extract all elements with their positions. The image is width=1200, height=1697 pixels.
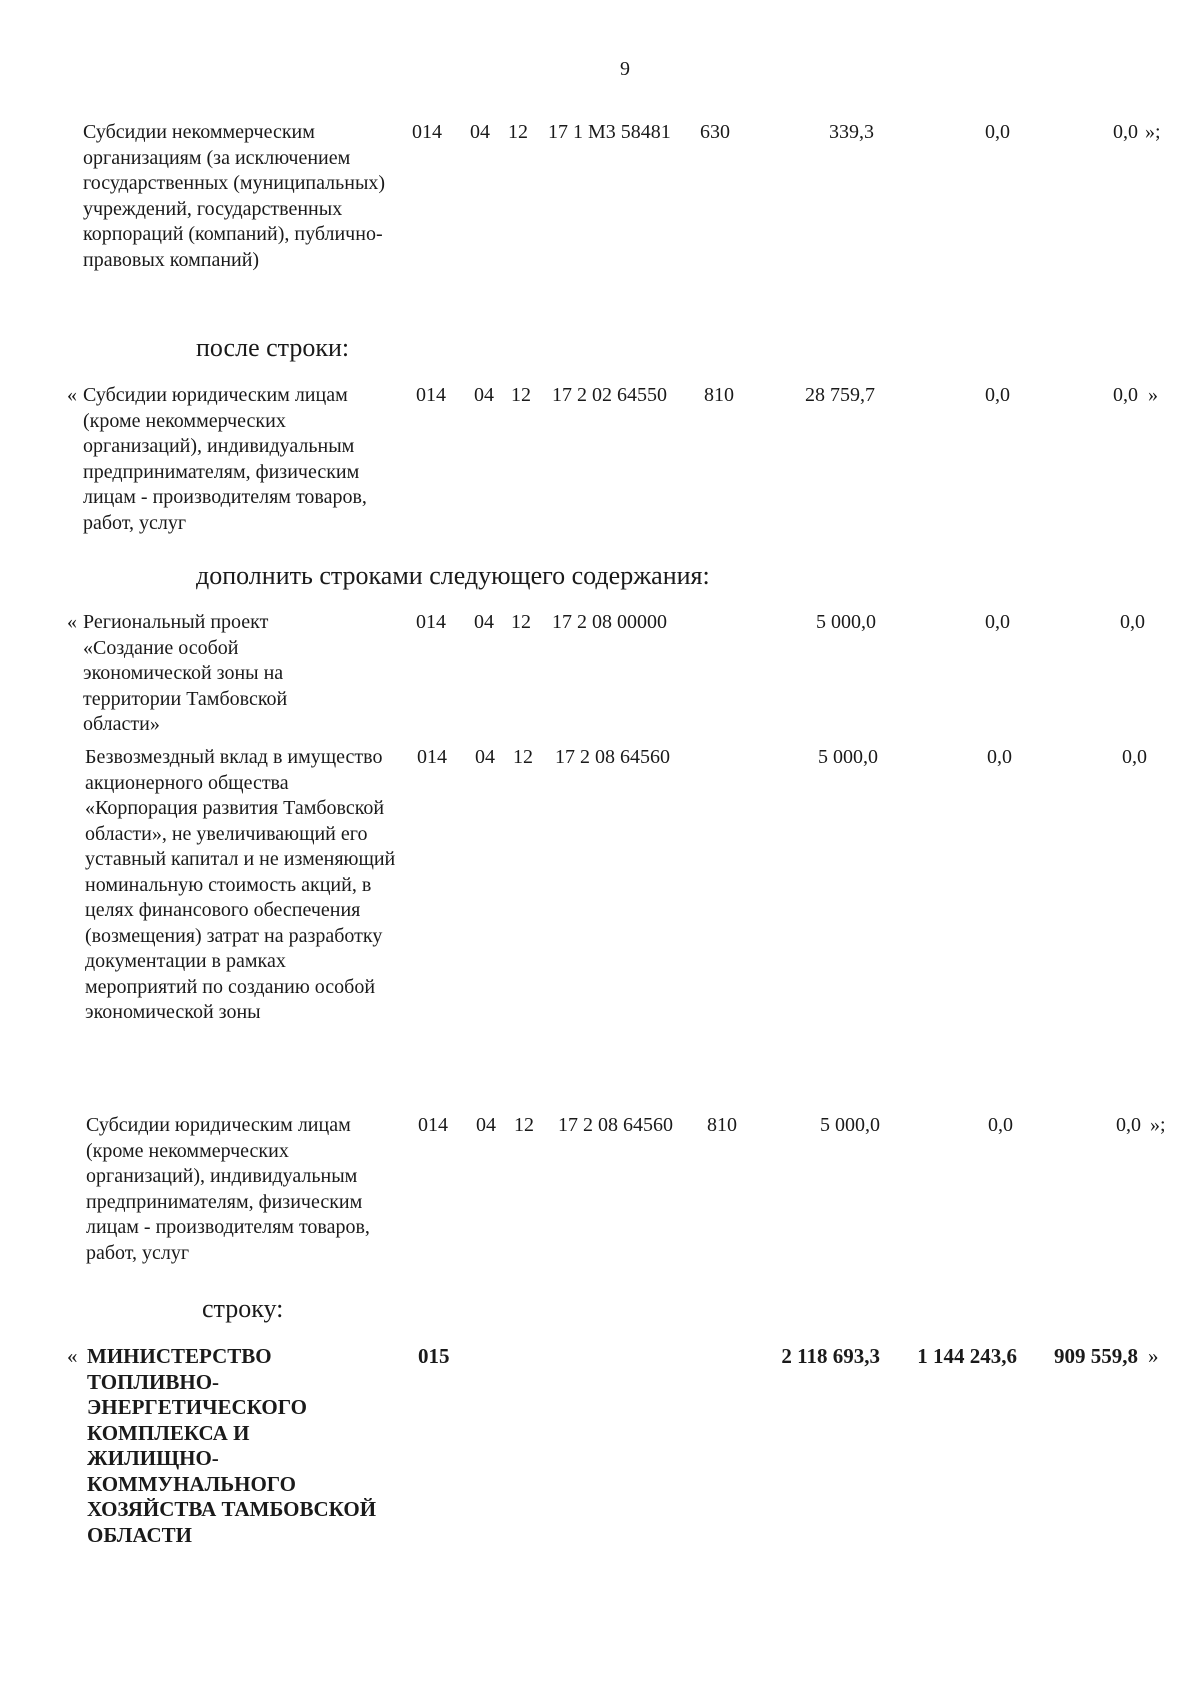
row-value-1: 5 000,0 [818, 746, 878, 768]
row-name: Субсидии юридическим лицам (кроме некоммерческих организаций), индивидуальным предпринимателям, физическим лицам - производителям товаров, работ, услуг [83, 384, 367, 534]
row-code-gr: 014 [416, 611, 446, 633]
row-value-1: 5 000,0 [816, 611, 876, 633]
row-code-rz: 04 [470, 121, 490, 143]
row-value-3: 0,0 [1120, 611, 1145, 633]
row-code-cs: 17 2 08 64560 [555, 746, 670, 768]
row-name: Региональный проект «Создание особой экономической зоны на территории Тамбовской области» [83, 611, 288, 735]
instruction-after-line: после строки: [196, 333, 350, 362]
row-value-1: 28 759,7 [805, 384, 875, 406]
row-name: Безвозмездный вклад в имущество акционерного общества «Корпорация развития Тамбовской области», не увеличивающий его уставный капитал и не изменяющий номинальную стоимость акций, в целях финансового обеспечения (возмещения) затрат на разработку документации в рамках мероприятий по созданию особой экономической зоны [85, 746, 396, 1023]
row-value-3: 0,0 [1113, 121, 1138, 143]
instruction-line: строку: [202, 1294, 284, 1323]
row-tail: »; [1150, 1114, 1166, 1136]
row-code-cs: 17 2 02 64550 [552, 384, 667, 406]
row-quote-open: « [67, 384, 77, 406]
row-code-pr: 12 [508, 121, 528, 143]
row-code-cs: 17 1 М3 58481 [548, 121, 671, 143]
row-code-rz: 04 [475, 746, 495, 768]
row-value-3: 0,0 [1113, 384, 1138, 406]
row-tail: »; [1145, 121, 1161, 143]
row-value-1: 2 118 693,3 [781, 1344, 880, 1368]
row-value-2: 0,0 [985, 384, 1010, 406]
row-code-gr: 015 [418, 1344, 450, 1368]
row-value-2: 0,0 [988, 1114, 1013, 1136]
row-value-2: 0,0 [985, 121, 1010, 143]
row-code-vr: 810 [704, 384, 734, 406]
row-quote-open: « [67, 1344, 78, 1368]
row-code-vr: 630 [700, 121, 730, 143]
row-code-gr: 014 [416, 384, 446, 406]
row-code-cs: 17 2 08 00000 [552, 611, 667, 633]
row-value-2: 1 144 243,6 [917, 1344, 1017, 1368]
row-code-vr: 810 [707, 1114, 737, 1136]
row-value-3: 909 559,8 [1054, 1344, 1138, 1368]
row-code-pr: 12 [511, 384, 531, 406]
row-tail: » [1148, 1344, 1159, 1368]
row-name: МИНИСТЕРСТВО ТОПЛИВНО-ЭНЕРГЕТИЧЕСКОГО КОМПЛЕКСА И ЖИЛИЩНО-КОММУНАЛЬНОГО ХОЗЯЙСТВА ТАМБОВСКОЙ ОБЛАСТИ [87, 1344, 377, 1547]
row-code-rz: 04 [476, 1114, 496, 1136]
row-name: Субсидии юридическим лицам (кроме некоммерческих организаций), индивидуальным предпринимателям, физическим лицам - производителям товаров, работ, услуг [86, 1114, 370, 1264]
instruction-add-lines: дополнить строками следующего содержания: [196, 561, 710, 590]
row-quote-open: « [67, 611, 77, 633]
row-code-rz: 04 [474, 611, 494, 633]
row-tail: » [1148, 384, 1158, 406]
row-code-pr: 12 [511, 611, 531, 633]
row-code-pr: 12 [513, 746, 533, 768]
row-value-3: 0,0 [1116, 1114, 1141, 1136]
row-code-pr: 12 [514, 1114, 534, 1136]
page-number: 9 [620, 58, 630, 80]
row-code-gr: 014 [412, 121, 442, 143]
row-value-2: 0,0 [985, 611, 1010, 633]
row-code-cs: 17 2 08 64560 [558, 1114, 673, 1136]
row-code-gr: 014 [418, 1114, 448, 1136]
row-name: Субсидии некоммерческим организациям (за исключением государственных (муниципальных) учреждений, государственных корпораций (компаний), публично-правовых компаний) [83, 121, 386, 271]
row-code-gr: 014 [417, 746, 447, 768]
row-value-3: 0,0 [1122, 746, 1147, 768]
row-value-1: 339,3 [829, 121, 874, 143]
row-code-rz: 04 [474, 384, 494, 406]
row-value-2: 0,0 [987, 746, 1012, 768]
row-value-1: 5 000,0 [820, 1114, 880, 1136]
